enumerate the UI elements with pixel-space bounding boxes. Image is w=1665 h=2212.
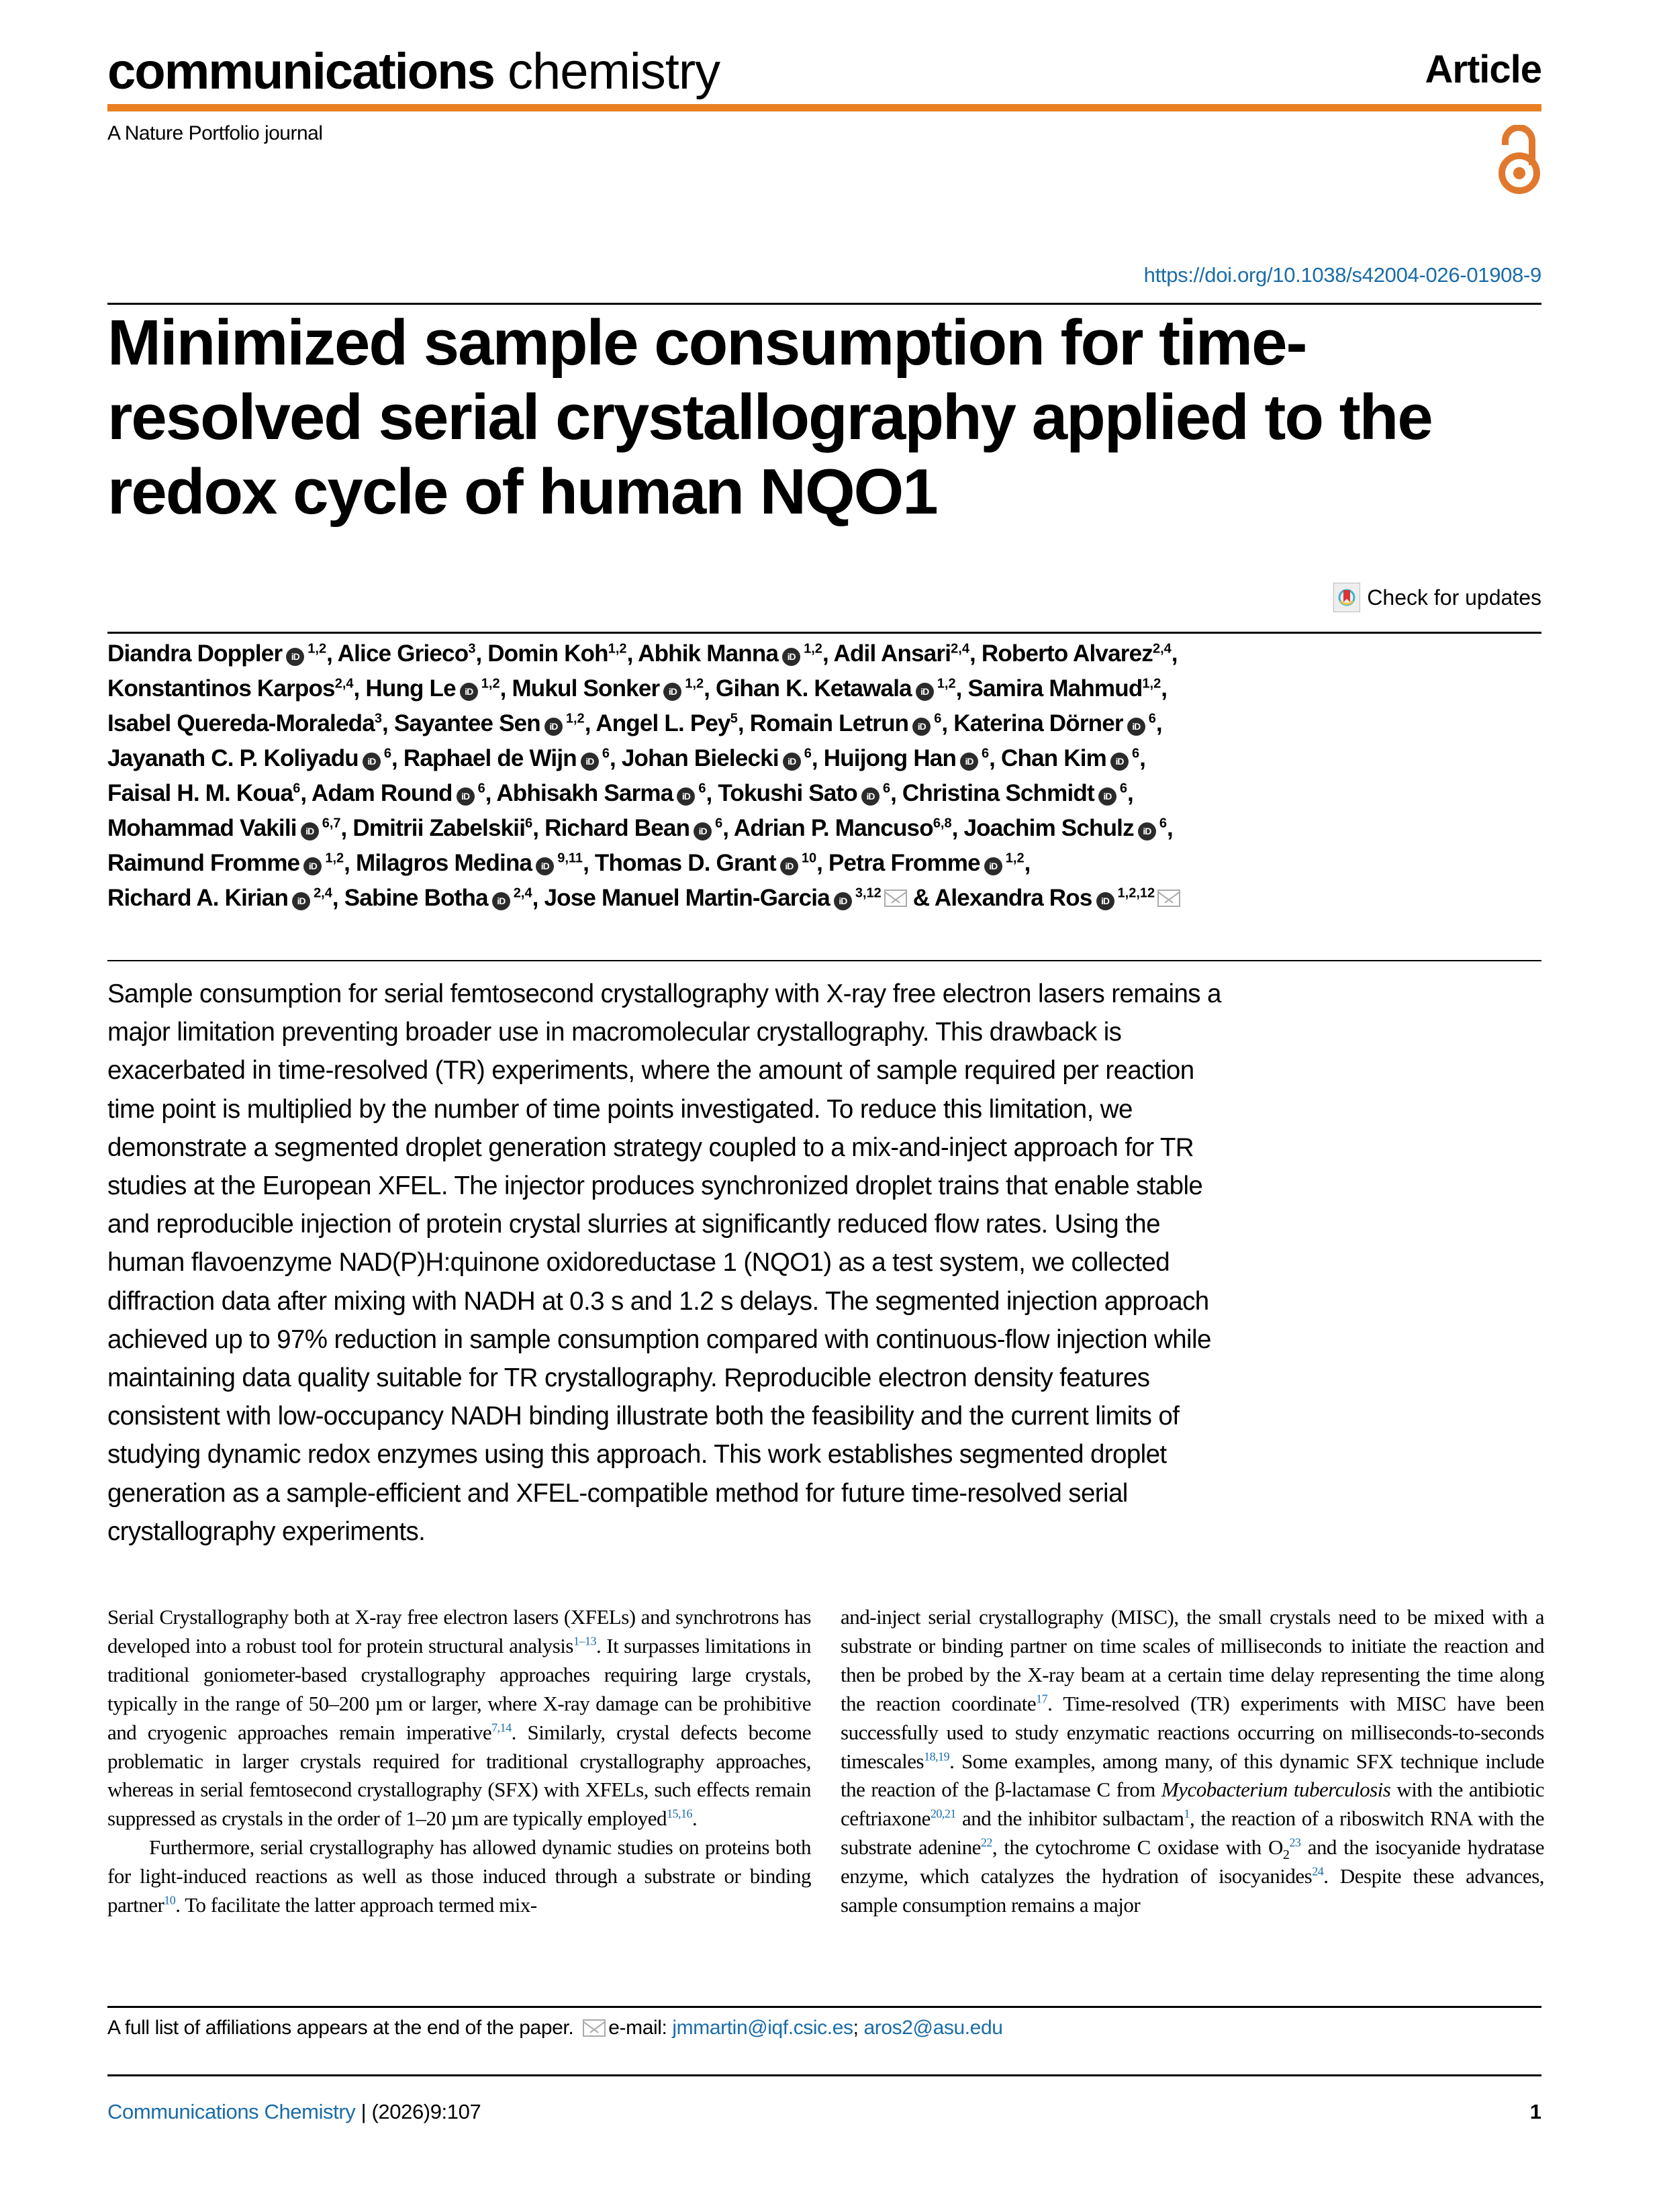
- affiliation-superscript: 1,2: [307, 641, 327, 657]
- check-for-updates-button[interactable]: [1333, 583, 1541, 612]
- abstract-line: generation as a sample-efficient and XFEL-compatible method for future time-resolved serial: [107, 1478, 1128, 1508]
- affiliation-superscript: 9,11: [557, 851, 583, 866]
- author-name[interactable]: Domin Koh: [487, 640, 608, 667]
- abstract-line: maintaining data quality suitable for TR crystallography. Reproducible electron density features: [107, 1363, 1150, 1393]
- reference-link[interactable]: 24: [1312, 1864, 1324, 1878]
- orcid-icon[interactable]: iD: [1098, 787, 1116, 806]
- orcid-icon[interactable]: iD: [581, 753, 599, 771]
- author-name[interactable]: Richard A. Kirian: [107, 885, 289, 911]
- author-name[interactable]: Dmitrii Zabelskii: [352, 815, 526, 841]
- affiliation-superscript: 1,2: [1005, 851, 1025, 866]
- affiliation-superscript: 2,4: [1152, 641, 1172, 657]
- orcid-icon[interactable]: iD: [457, 787, 475, 806]
- author-name[interactable]: Diandra Doppler: [107, 640, 283, 667]
- affiliation-superscript: 2,4: [513, 885, 532, 901]
- abstract-line: demonstrate a segmented droplet generation strategy coupled to a mix-and-inject approach for TR: [107, 1133, 1194, 1162]
- orcid-icon[interactable]: iD: [834, 892, 852, 910]
- abstract-line: crystallography experiments.: [107, 1517, 426, 1546]
- affiliation-superscript: 6: [293, 781, 301, 796]
- orcid-icon[interactable]: iD: [912, 718, 931, 736]
- italic-species-name: Mycobacterium tuberculosis: [1161, 1778, 1391, 1802]
- affiliations-note: [107, 2017, 1003, 2039]
- orcid-icon[interactable]: iD: [1110, 753, 1129, 771]
- author-name[interactable]: Jose Manuel Martin-Garcia: [544, 885, 830, 911]
- author-line: Diandra Doppler iD$^{1,2}$, Alice Grieco$^3$, Domin Koh$^{1,2}$, Abhik Manna iD$^{1,2}$, Adil Ansari$^{2,4}$, Roberto Alvarez$^{2,4}$,: [107, 640, 1178, 667]
- abstract-top-rule: [107, 960, 1541, 961]
- affiliation-superscript: 1,2: [937, 676, 956, 691]
- orcid-icon[interactable]: iD: [286, 648, 304, 666]
- author-name[interactable]: Sabine Botha: [344, 885, 488, 911]
- open-access-lock-icon: [1496, 125, 1543, 195]
- email-link-martin-garcia[interactable]: jmmartin@iqf.csic.es: [672, 2017, 853, 2039]
- affiliation-superscript: 1,2: [608, 641, 627, 657]
- author-name[interactable]: Christina Schmidt: [902, 780, 1094, 806]
- abstract-line: Sample consumption for serial femtosecond crystallography with X-ray free electron lasers remains a: [107, 979, 1221, 1008]
- abstract-line: exacerbated in time-resolved (TR) experiments, where the amount of sample required per reaction: [107, 1056, 1194, 1086]
- reference-link[interactable]: 23: [1289, 1835, 1301, 1849]
- article-title: Minimized sample consumption for time-resolved serial crystallography applied to the redox cycle of human NQO1: [107, 307, 1432, 528]
- orcid-icon[interactable]: iD: [916, 683, 934, 701]
- reference-link[interactable]: 17: [1036, 1692, 1048, 1706]
- affiliation-superscript: 1,2: [685, 676, 704, 691]
- author-name[interactable]: Romain Letrun: [749, 710, 909, 736]
- author-name[interactable]: Joachim Schulz: [963, 815, 1134, 841]
- abstract: [107, 975, 1316, 1551]
- author-name[interactable]: Abhik Manna: [638, 640, 779, 667]
- abstract-line: achieved up to 97% reduction in sample consumption compared with continuous-flow injection while: [107, 1325, 1211, 1354]
- affiliation-superscript: 6: [698, 781, 706, 796]
- check-for-updates-label: Check for updates: [1367, 585, 1541, 610]
- affiliation-superscript: 6: [1148, 711, 1156, 726]
- author-list: [107, 636, 1289, 916]
- orcid-icon[interactable]: iD: [1096, 892, 1114, 910]
- footer-journal-link[interactable]: Communications Chemistry: [107, 2100, 356, 2123]
- orcid-icon[interactable]: iD: [544, 718, 563, 736]
- orcid-icon[interactable]: iD: [984, 857, 1002, 875]
- affiliation-superscript: 6: [1159, 816, 1167, 831]
- author-name[interactable]: Samira Mahmud: [967, 675, 1143, 702]
- page-number: 1: [1529, 2100, 1541, 2123]
- journal-name-light: chemistry: [508, 43, 720, 100]
- author-name[interactable]: Sayantee Sen: [393, 710, 540, 736]
- author-line: Konstantinos Karpos$^{2,4}$, Hung Le iD$^{1,2}$, Mukul Sonker iD$^{1,2}$, Gihan K. Ketawala iD$^{1,2}$, Samira Mahmud$^{1,2}$,: [107, 675, 1168, 702]
- author-name[interactable]: Adrian P. Mancuso: [733, 815, 933, 841]
- affiliation-superscript: 1,2: [1142, 676, 1161, 691]
- author-name[interactable]: Johan Bielecki: [621, 745, 779, 771]
- body-column-right: [841, 1603, 1544, 1920]
- author-name[interactable]: Huijong Han: [823, 745, 957, 771]
- author-name[interactable]: Raphael de Wijn: [403, 745, 577, 771]
- author-name[interactable]: Mukul Sonker: [512, 675, 660, 702]
- email-envelope-icon: [583, 2019, 606, 2037]
- footer-top-rule: [107, 2074, 1541, 2076]
- orcid-icon[interactable]: iD: [301, 822, 319, 840]
- author-name[interactable]: Raimund Fromme: [107, 850, 300, 876]
- reference-link[interactable]: 20,21: [930, 1807, 956, 1821]
- affiliation-superscript: 6: [804, 746, 812, 761]
- affiliation-superscript: 6: [477, 781, 485, 796]
- affiliation-superscript: 10: [801, 851, 817, 866]
- author-line: Mohammad Vakili iD$^{6,7}$, Dmitrii Zabelskii$^6$, Richard Bean $iD^6$, Adrian P. Mancuso$^{6,8}$, Joachim Schulz $iD^6$,: [107, 815, 1173, 841]
- orcid-icon[interactable]: iD: [782, 648, 800, 666]
- author-name[interactable]: Hung Le: [365, 675, 456, 702]
- body-paragraph: and-inject serial crystallography (MISC), the small crystals need to be mixed with a substrate or binding partner on time scales of milliseconds to initiate the reaction and then be probed by the X-ray beam at a certain time delay representing the time along the reaction coordinate$^{17}$. Time-resolved (TR) experiments with MISC have been successfully used to study enzymatic reactions occurring on milliseconds-to-seconds timescales$^{18,19}$. Some examples, among many, of this dynamic SFX technique include the reaction of the β-lactamase C from Mycobacterium tuberculosis with the antibiotic ceftriaxone$^{20,21}$ and the inhibitor sulbactam$^1$, the reaction of a riboswitch RNA with the substrate adenine$^{22}$, the cytochrome C oxidase with $O_2^{23}$ and the isocyanide hydratase enzyme, which catalyzes the hydration of isocyanides$^{24}$. Despite these advances, sample consumption remains a major: [841, 1605, 1545, 1917]
- affiliation-superscript: 1,2,12: [1117, 885, 1155, 901]
- affiliation-superscript: 6,8: [933, 816, 952, 831]
- orcid-icon[interactable]: iD: [292, 892, 310, 910]
- title-top-rule: [107, 303, 1541, 305]
- author-name[interactable]: Jayanath C. P. Koliyadu: [107, 745, 359, 771]
- orcid-icon[interactable]: iD: [1138, 822, 1156, 840]
- affiliation-superscript: 1,2: [481, 676, 500, 691]
- affiliation-superscript: 6: [882, 781, 891, 796]
- affiliation-superscript: 5: [730, 711, 738, 726]
- affiliation-superscript: 1,2: [565, 711, 585, 726]
- reference-link[interactable]: 7,14: [491, 1721, 512, 1735]
- footnote-top-rule: [107, 2006, 1541, 2008]
- affiliation-superscript: 1,2: [325, 851, 344, 866]
- email-label: e-mail:: [608, 2017, 667, 2039]
- abstract-line: and reproducible injection of protein crystal slurries at significantly reduced flow rates. Using the: [107, 1210, 1160, 1239]
- author-name[interactable]: Alexandra Ros: [934, 885, 1092, 911]
- reference-link[interactable]: 10: [164, 1893, 176, 1907]
- orcid-icon[interactable]: iD: [460, 683, 478, 701]
- orcid-icon[interactable]: iD: [663, 683, 681, 701]
- author-name[interactable]: Adam Round: [311, 780, 453, 806]
- author-line: Richard A. Kirian iD$^{2,4}$, Sabine Botha iD$^{2,4}$, Jose Manuel Martin-Garcia iD$^{3,12}$ & Alexandra Ros iD$^{1,2,12}$: [107, 881, 1289, 916]
- author-line: Raimund Fromme iD$^{1,2}$, Milagros Medina iD$^{9,11}$, Thomas D. Grant $iD^{10}$, Petra Fromme iD$^{1,2}$,: [107, 850, 1031, 876]
- email-separator: ;: [853, 2017, 859, 2039]
- affiliation-superscript: 6: [1119, 781, 1127, 796]
- author-line: Isabel Quereda-Moraleda$^3$, Sayantee Sen iD$^{1,2}$, Angel L. Pey$^5$, Romain Letrun $iD^6$, Katerina Dörner $iD^6$,: [107, 710, 1162, 736]
- author-name[interactable]: Konstantinos Karpos: [107, 675, 335, 702]
- author-name[interactable]: Katerina Dörner: [953, 710, 1123, 736]
- affiliation-superscript: 6: [525, 816, 533, 831]
- author-line: Faisal H. M. Koua$^6$, Adam Round $iD^6$, Abhisakh Sarma $iD^6$, Tokushi Sato $iD^6$, Christina Schmidt $iD^6$,: [107, 780, 1133, 806]
- abstract-line: time point is multiplied by the number of time points investigated. To reduce this limitation, we: [107, 1094, 1133, 1124]
- abstract-line: human flavoenzyme NAD(P)H:quinone oxidoreductase 1 (NQO1) as a test system, we collected: [107, 1248, 1170, 1278]
- affiliation-superscript: 3,12: [855, 885, 882, 901]
- author-name[interactable]: Angel L. Pey: [596, 710, 730, 736]
- author-name[interactable]: Isabel Quereda-Moraleda: [107, 710, 375, 736]
- abstract-line: studying dynamic redox enzymes using this approach. This work establishes segmented droplet: [107, 1440, 1167, 1470]
- orcid-icon[interactable]: iD: [677, 787, 695, 806]
- corresponding-email-icon[interactable]: [1157, 889, 1180, 907]
- author-name[interactable]: Adil Ansari: [833, 640, 951, 667]
- affiliation-superscript: 6: [383, 746, 391, 761]
- affiliation-superscript: 2,4: [334, 676, 354, 691]
- orcid-icon[interactable]: iD: [861, 787, 879, 806]
- reference-link[interactable]: 15,16: [667, 1807, 693, 1821]
- affiliations-text: A full list of affiliations appears at the end of the paper.: [107, 2017, 574, 2039]
- doi-link[interactable]: https://doi.org/10.1038/s42004-026-01908-9: [1143, 263, 1541, 287]
- orcid-icon[interactable]: iD: [492, 892, 510, 910]
- affiliation-superscript: 6,7: [322, 816, 341, 831]
- orcid-icon[interactable]: iD: [960, 753, 978, 771]
- journal-logo: [107, 42, 720, 102]
- orcid-icon[interactable]: iD: [780, 857, 798, 875]
- header-accent-bar: [107, 104, 1541, 111]
- orcid-icon[interactable]: iD: [363, 753, 381, 771]
- orcid-icon[interactable]: iD: [1127, 718, 1145, 736]
- authors-top-rule: [107, 632, 1541, 634]
- abstract-line: consistent with low-occupancy NADH binding illustrate both the feasibility and the current limits of: [107, 1402, 1180, 1431]
- abstract-line: major limitation preventing broader use in macromolecular crystallography. This drawback is: [107, 1018, 1122, 1047]
- affiliation-superscript: 6: [934, 711, 942, 726]
- author-name[interactable]: Alice Grieco: [337, 640, 469, 667]
- affiliation-superscript: 3: [468, 641, 476, 657]
- affiliation-superscript: 2,4: [951, 641, 969, 657]
- footer-separator: |: [355, 2100, 372, 2123]
- crossmark-icon: [1333, 583, 1360, 612]
- corresponding-email-icon[interactable]: [884, 889, 907, 907]
- author-name[interactable]: Tokushi Sato: [718, 780, 857, 806]
- author-name[interactable]: Richard Bean: [544, 815, 690, 841]
- affiliation-superscript: 1,2: [804, 641, 822, 657]
- body-column-left: [107, 1603, 811, 1920]
- author-name[interactable]: Petra Fromme: [828, 850, 980, 876]
- orcid-icon[interactable]: iD: [694, 822, 712, 840]
- author-name[interactable]: Milagros Medina: [356, 850, 532, 876]
- author-name[interactable]: Abhisakh Sarma: [496, 780, 673, 806]
- page-footer: [107, 2100, 481, 2124]
- orcid-icon[interactable]: iD: [303, 857, 322, 875]
- author-name[interactable]: Roberto Alvarez: [981, 640, 1153, 667]
- body-paragraph: Furthermore, serial crystallography has allowed dynamic studies on proteins both for light-induced reactions as well as those induced through a substrate or binding partner$^{10}$. To facilitate the latter approach termed mix-: [107, 1835, 811, 1917]
- affiliation-superscript: 2,4: [314, 885, 332, 901]
- abstract-line: diffraction data after mixing with NADH at 0.3 s and 1.2 s delays. The segmented injection approach: [107, 1286, 1209, 1316]
- subscript: 2: [1282, 1847, 1290, 1863]
- abstract-line: studies at the European XFEL. The injector produces synchronized droplet trains that enable stable: [107, 1171, 1203, 1201]
- portfolio-label: A Nature Portfolio journal: [107, 122, 323, 144]
- reference-link[interactable]: 18,19: [924, 1749, 950, 1764]
- affiliation-superscript: 6: [602, 746, 610, 761]
- author-line: Jayanath C. P. Koliyadu $iD^6$, Raphael de Wijn $iD^6$, Johan Bielecki $iD^6$, Huijong Han $iD^6$, Chan Kim $iD^6$,: [107, 745, 1146, 771]
- email-link-ros[interactable]: aros2@asu.edu: [863, 2017, 1003, 2039]
- journal-name-bold: communications: [107, 43, 494, 100]
- affiliation-superscript: 6: [982, 746, 990, 761]
- author-name[interactable]: Chan Kim: [1001, 745, 1106, 771]
- author-name[interactable]: Gihan K. Ketawala: [716, 675, 912, 702]
- author-name[interactable]: Faisal H. M. Koua: [107, 780, 293, 806]
- reference-link[interactable]: 22: [980, 1835, 992, 1849]
- affiliation-superscript: 3: [374, 711, 382, 726]
- author-name[interactable]: Mohammad Vakili: [107, 815, 297, 841]
- affiliation-superscript: 6: [715, 816, 723, 831]
- body-paragraph: Serial Crystallography both at X-ray free electron lasers (XFELs) and synchrotrons has developed into a robust tool for protein structural analysis$^{1-13}$. It surpasses limitations in traditional goniometer-based crystallography approaches requiring large crystals, typically in the range of 50–200 µm or larger, where X-ray damage can be prohibitive and cryogenic approaches remain imperative$^{7,14}$. Similarly, crystal defects become problematic in larger crystals required for traditional crystallography approaches, whereas in serial femtosecond crystallography (SFX) with XFELs, such effects remain suppressed as crystals in the order of 1–20 µm are typically employed$^{15,16}$.: [107, 1605, 812, 1831]
- article-type-label: Article: [1425, 48, 1541, 91]
- reference-link[interactable]: 1–13: [573, 1634, 596, 1648]
- footer-citation: (2026)9:107: [371, 2100, 481, 2123]
- affiliation-superscript: 6: [1131, 746, 1140, 761]
- author-name[interactable]: Thomas D. Grant: [594, 850, 776, 876]
- orcid-icon[interactable]: iD: [536, 857, 554, 875]
- orcid-icon[interactable]: iD: [783, 753, 801, 771]
- reference-link[interactable]: 1: [1184, 1807, 1190, 1821]
